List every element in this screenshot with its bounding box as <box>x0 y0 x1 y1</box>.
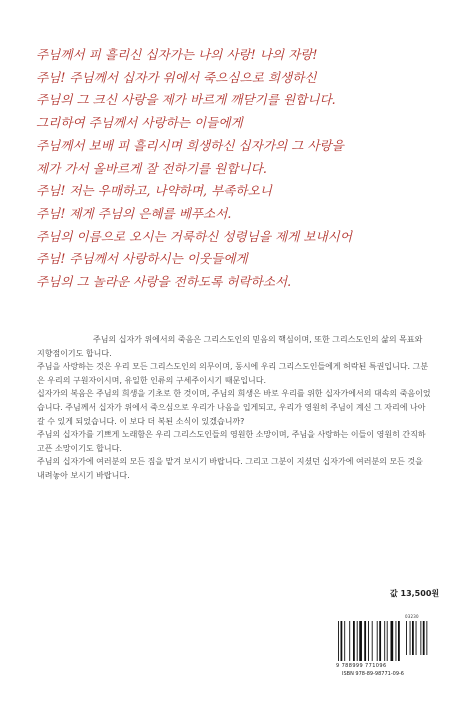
paragraph: 주님의 십자가 위에서의 죽음은 그리스도인의 믿음의 핵심이며, 또한 그리스도인의 삶의 목표와 지향점이기도 합니다. <box>37 335 423 358</box>
isbn-text: ISBN 978-89-98771-09-6 <box>342 671 404 677</box>
barcode-bars <box>336 621 430 663</box>
poem-line: 주님! 주님께서 십자가 위에서 죽으심으로 희생하신 <box>36 69 317 85</box>
barcode <box>336 613 430 683</box>
poem-line: 그리하여 주님께서 사랑하는 이들에게 <box>36 115 243 131</box>
poem <box>36 44 436 294</box>
poem-line: 주님! 주님께서 사랑하시는 이웃들에게 <box>36 251 248 267</box>
paragraph: 십자가의 복음은 주님의 희생을 기초로 한 것이며, 주님의 희생은 바로 우리를 위한 십자가에서의 대속의 죽음이었습니다. 주님께서 십자가 위에서 죽으심으로 우리가 나음을 입게되고, 우리가 영원히 주님이 계신 그 자리에 나아갈 수 있게 되었습니다. 이 보다 더 복된 소식이 있겠습니까? <box>37 389 431 426</box>
paragraph: 주님의 십자가를 기쁘게 노래함은 우리 그리스도인들의 영원한 소망이며, 주님을 사랑하는 이들이 영원히 간직하고픈 소망이기도 합니다. <box>37 430 426 453</box>
paragraph: 주님을 사랑하는 것은 우리 모든 그리스도인의 의무이며, 동시에 우리 그리스도인들에게 허락된 특권입니다. 그분은 우리의 구원자이시며, 유일한 인류의 구세주이시기 때문입니다. <box>37 362 429 385</box>
price-label: 값 13,500원 <box>390 589 440 598</box>
poem-line: 주님의 그 놀라운 사랑을 전하도록 허락하소서. <box>36 274 292 290</box>
poem-line: 주님께서 보배 피 흘리시며 희생하신 십자가의 그 사랑을 <box>36 137 344 153</box>
poem-line: 주님! 제게 주님의 은혜를 베푸소서. <box>36 205 232 221</box>
poem-line: 제가 가서 올바르게 잘 전하기를 원합니다. <box>36 160 267 176</box>
paragraph: 주님의 십자가에 여러분의 모든 짐을 맡겨 보시기 바랍니다. 그리고 그분이 지셨던 십자가에 여러분의 모든 것을 내려놓아 보시기 바랍니다. <box>37 457 423 480</box>
poem-line: 주님께서 피 흘리신 십자가는 나의 사랑! 나의 자랑! <box>36 47 318 62</box>
body-text <box>37 333 431 483</box>
barcode-digits: 9 788999 771096 <box>336 663 387 669</box>
poem-line: 주님의 이름으로 오시는 거룩하신 성령님을 제게 보내시어 <box>36 228 352 244</box>
poem-line: 주님! 저는 우매하고, 나약하며, 부족하오니 <box>36 183 272 199</box>
poem-line: 주님의 그 크신 사랑을 제가 바르게 깨닫기를 원합니다. <box>36 92 336 108</box>
barcode-addon: 03230 <box>405 614 419 619</box>
